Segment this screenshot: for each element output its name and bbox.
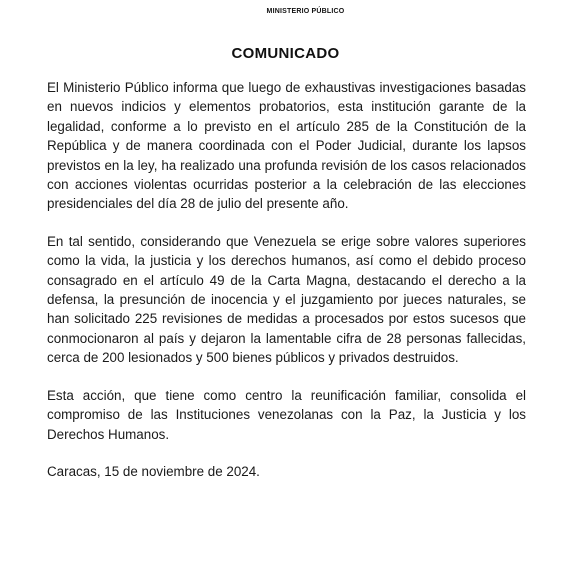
header-organization-name: MINISTERIO PÚBLICO [266, 8, 345, 15]
document-signoff: Caracas, 15 de noviembre de 2024. [47, 463, 260, 479]
paragraph-2: En tal sentido, considerando que Venezuela se erige sobre valores superiores como la vida, la justicia y los derechos humanos, así como el debido proceso consagrado en el artículo 49 de la Carta Magna, destacando el derecho a la defensa, la presunción de inocencia y el juzgamiento por jueces naturales, se han solicitado 225 revisiones de medidas a procesados por estos sucesos que conmocionaron al país y dejaron la lamentable cifra de 28 personas fallecidas, cerca de 200 lesionados y 500 bienes públicos y privados destruidos. [47, 233, 526, 366]
document-header [0, 0, 571, 15]
document-title: COMUNICADO [231, 45, 340, 62]
paragraph-1: El Ministerio Público informa que luego de exhaustivas investigaciones basadas en nuevos indicios y elementos probatorios, esta institución garante de la legalidad, conforme a lo previsto en el artículo 285 de la Constitución de la República y de manera coordinada con el Poder Judicial, durante los lapsos previstos en la ley, ha realizado una profunda revisión de los casos relacionados con acciones violentas ocurridas posterior a la celebración de las elecciones presidenciales del día 28 de julio del presente año. [47, 80, 526, 212]
paragraph-3: Esta acción, que tiene como centro la reunificación familiar, consolida el compromiso de las Instituciones venezolanas con la Paz, la Justicia y los Derechos Humanos. [47, 387, 526, 442]
document-body [47, 78, 526, 481]
